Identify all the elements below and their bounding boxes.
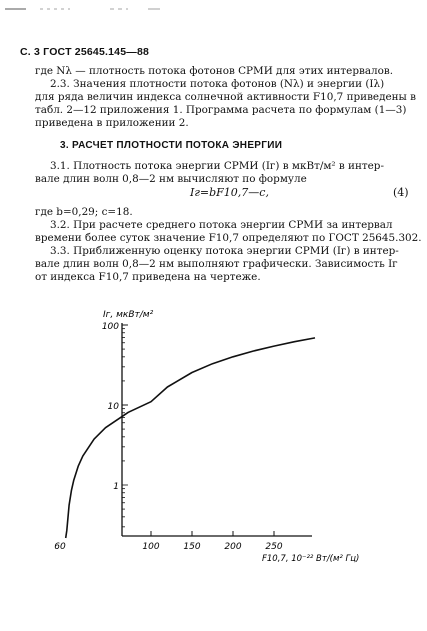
x-tick-label: 200 <box>224 542 242 552</box>
text-line: вале длин волн 0,8—2 нм вычисляют по формуле <box>35 173 307 185</box>
text-line: вале длин волн 0,8—2 нм выполняют графически. Зависимость Iг <box>35 258 398 270</box>
text-line-para23: 2.3. Значения плотности потока фотонов (Nλ) и энергии (Iλ) <box>50 78 385 90</box>
text-line-para33: 3.3. Приближенную оценку потока энергии СРМИ (Iг) в интер- <box>50 245 399 257</box>
text-line-para31: 3.1. Плотность потока энергии СРМИ (Iг) в мкВт/м² в интер- <box>50 160 384 172</box>
x-tick-label: 250 <box>265 542 283 552</box>
text-line: времени более суток значение F10,7 определяют по ГОСТ 25645.302. <box>35 232 422 244</box>
series-line <box>66 338 315 538</box>
text-line-where: где b=0,29; c=18. <box>35 206 133 218</box>
x-tick-label: 150 <box>183 542 201 552</box>
text-line: для ряда величин индекса солнечной активности F10,7 приведены в <box>35 91 416 103</box>
x-tick-label: 60 <box>54 542 66 552</box>
x-tick-label: 100 <box>142 542 160 552</box>
y-tick-label: 100 <box>101 322 119 332</box>
formula-number: (4) <box>393 186 409 199</box>
text-line: от индекса F10,7 приведена на чертеже. <box>35 271 261 283</box>
y-tick-label: 1 <box>113 482 119 492</box>
text-line: приведена в приложении 2. <box>35 117 189 129</box>
y-tick-label: 10 <box>107 402 119 412</box>
formula: Iг=bF10,7—c, <box>190 186 269 199</box>
page-header: С. 3 ГОСТ 25645.145—88 <box>20 46 150 58</box>
text-line: табл. 2—12 приложения 1. Программа расчета по формулам (1—3) <box>35 104 407 116</box>
y-axis-title: Iг, мкВт/м² <box>103 310 154 320</box>
section-title: 3. РАСЧЕТ ПЛОТНОСТИ ПОТОКА ЭНЕРГИИ <box>60 140 283 151</box>
text-line-para32: 3.2. При расчете среднего потока энергии СРМИ за интервал <box>50 219 393 231</box>
text-line: где Nλ — плотность потока фотонов СРМИ для этих интервалов. <box>35 65 394 77</box>
x-axis-title: F10,7, 10⁻²² Вт/(м² Гц) <box>262 554 360 564</box>
